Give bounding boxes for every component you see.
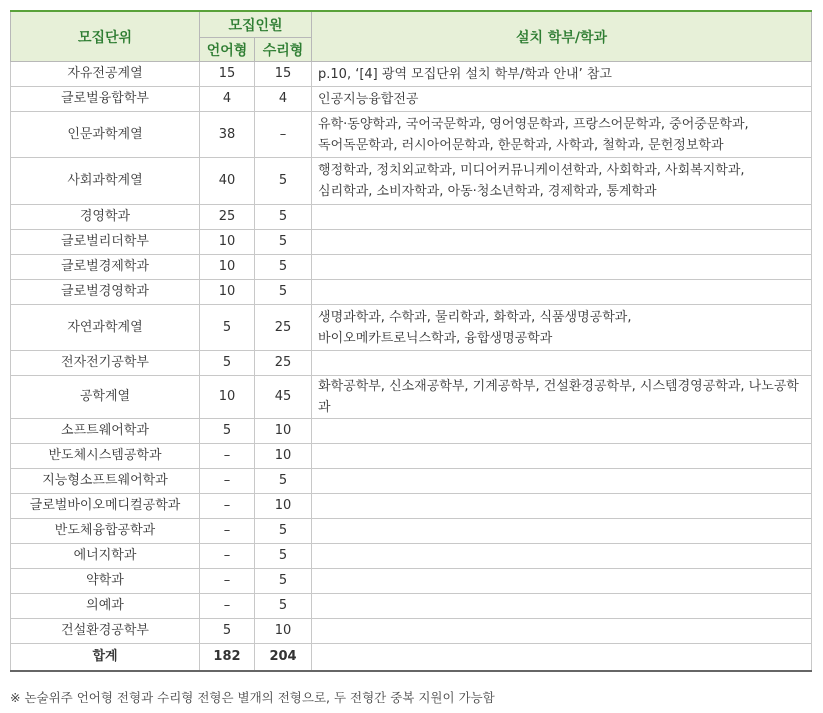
cell-math: 10 (255, 494, 312, 519)
table-body (11, 62, 812, 672)
cell-dept (312, 544, 812, 569)
cell-dept (312, 255, 812, 280)
cell-unit: 자유전공계열 (11, 62, 200, 87)
cell-unit: 반도체융합공학과 (11, 519, 200, 544)
cell-verbal: 4 (200, 87, 255, 112)
table-row (11, 255, 812, 280)
cell-math: 5 (255, 205, 312, 230)
total-math: 204 (255, 644, 312, 672)
cell-math: 5 (255, 569, 312, 594)
dept-line: 생명과학과, 수학과, 물리학과, 화학과, 식품생명공학과, (318, 309, 632, 325)
header-math: 수리형 (255, 38, 312, 62)
table-row (11, 419, 812, 444)
cell-verbal: – (200, 469, 255, 494)
table-row (11, 205, 812, 230)
cell-unit: 글로벌리더학부 (11, 230, 200, 255)
cell-unit: 공학계열 (11, 376, 200, 419)
total-dept-empty (312, 644, 812, 672)
cell-math: 5 (255, 255, 312, 280)
cell-math: 5 (255, 280, 312, 305)
cell-dept (312, 230, 812, 255)
table-row (11, 158, 812, 205)
cell-unit: 에너지학과 (11, 544, 200, 569)
cell-dept (312, 205, 812, 230)
cell-math: – (255, 112, 312, 158)
cell-dept (312, 519, 812, 544)
cell-unit: 반도체시스템공학과 (11, 444, 200, 469)
cell-dept (312, 305, 812, 351)
cell-dept (312, 87, 812, 112)
cell-unit: 글로벌바이오메디컬공학과 (11, 494, 200, 519)
table-row (11, 594, 812, 619)
cell-unit: 글로벌경제학과 (11, 255, 200, 280)
cell-dept (312, 619, 812, 644)
cell-dept (312, 280, 812, 305)
cell-unit: 의예과 (11, 594, 200, 619)
table-row (11, 351, 812, 376)
cell-dept (312, 351, 812, 376)
cell-unit: 글로벌융합학부 (11, 87, 200, 112)
cell-math: 10 (255, 619, 312, 644)
cell-unit: 전자전기공학부 (11, 351, 200, 376)
table-row (11, 376, 812, 419)
cell-verbal: 10 (200, 376, 255, 419)
admissions-table (10, 10, 812, 672)
cell-verbal: – (200, 494, 255, 519)
cell-unit: 약학과 (11, 569, 200, 594)
cell-verbal: – (200, 444, 255, 469)
dept-line: 유학·동양학과, 국어국문학과, 영어영문학과, 프랑스어문학과, 중어중문학과, (318, 116, 749, 132)
table-header (11, 11, 812, 62)
cell-math: 5 (255, 158, 312, 205)
cell-math: 5 (255, 469, 312, 494)
table-row (11, 494, 812, 519)
cell-verbal: 10 (200, 255, 255, 280)
cell-unit: 사회과학계열 (11, 158, 200, 205)
cell-verbal: 5 (200, 419, 255, 444)
cell-math: 25 (255, 305, 312, 351)
table-row (11, 444, 812, 469)
cell-unit: 건설환경공학부 (11, 619, 200, 644)
dept-line: 바이오메카트로닉스학과, 융합생명공학과 (318, 330, 553, 346)
table-row (11, 62, 812, 87)
table-row (11, 469, 812, 494)
footnote: ※ 논술위주 언어형 전형과 수리형 전형은 별개의 전형으로, 두 전형간 중복 지원이 가능함 (10, 690, 495, 705)
cell-verbal: 15 (200, 62, 255, 87)
dept-line: 독어독문학과, 러시아어문학과, 한문학과, 사학과, 철학과, 문헌정보학과 (318, 137, 724, 153)
cell-dept (312, 112, 812, 158)
cell-math: 15 (255, 62, 312, 87)
cell-dept (312, 569, 812, 594)
table-row (11, 619, 812, 644)
cell-math: 5 (255, 594, 312, 619)
cell-math: 10 (255, 419, 312, 444)
header-recruit: 모집인원 (200, 11, 312, 38)
admissions-table-wrapper (10, 10, 811, 672)
cell-verbal: 40 (200, 158, 255, 205)
cell-dept (312, 62, 812, 87)
cell-verbal: 5 (200, 305, 255, 351)
cell-verbal: 5 (200, 351, 255, 376)
dept-line: 행정학과, 정치외교학과, 미디어커뮤니케이션학과, 사회학과, 사회복지학과, (318, 163, 745, 178)
dept-line: p.10, ‘[4] 광역 모집단위 설치 학부/학과 안내’ 참고 (318, 66, 612, 82)
cell-math: 45 (255, 376, 312, 419)
cell-unit: 자연과학계열 (11, 305, 200, 351)
cell-math: 25 (255, 351, 312, 376)
cell-unit: 경영학과 (11, 205, 200, 230)
cell-dept (312, 419, 812, 444)
cell-verbal: – (200, 544, 255, 569)
cell-math: 5 (255, 230, 312, 255)
table-row (11, 305, 812, 351)
cell-verbal: 10 (200, 280, 255, 305)
dept-line: 인공지능융합전공 (318, 91, 419, 107)
cell-dept (312, 469, 812, 494)
cell-verbal: 38 (200, 112, 255, 158)
cell-dept (312, 494, 812, 519)
table-row (11, 112, 812, 158)
table-row (11, 230, 812, 255)
table-row (11, 280, 812, 305)
cell-math: 5 (255, 519, 312, 544)
cell-unit: 지능형소프트웨어학과 (11, 469, 200, 494)
header-unit: 모집단위 (11, 11, 200, 62)
header-dept: 설치 학부/학과 (312, 11, 812, 62)
table-row (11, 87, 812, 112)
cell-unit: 소프트웨어학과 (11, 419, 200, 444)
header-verbal: 언어형 (200, 38, 255, 62)
cell-unit: 인문과학계열 (11, 112, 200, 158)
cell-dept (312, 444, 812, 469)
cell-unit: 글로벌경영학과 (11, 280, 200, 305)
cell-verbal: 10 (200, 230, 255, 255)
cell-math: 4 (255, 87, 312, 112)
table-row (11, 519, 812, 544)
dept-line: 화학공학부, 신소재공학부, 기계공학부, 건설환경공학부, 시스템경영공학과, 나노공학과 (318, 379, 799, 415)
cell-dept (312, 594, 812, 619)
cell-math: 10 (255, 444, 312, 469)
cell-math: 5 (255, 544, 312, 569)
cell-verbal: 25 (200, 205, 255, 230)
cell-verbal: – (200, 569, 255, 594)
cell-verbal: 5 (200, 619, 255, 644)
cell-dept (312, 376, 812, 419)
dept-line: 심리학과, 소비자학과, 아동·청소년학과, 경제학과, 통계학과 (318, 184, 657, 199)
table-row (11, 569, 812, 594)
total-verbal: 182 (200, 644, 255, 672)
total-label: 합계 (11, 644, 200, 672)
cell-verbal: – (200, 594, 255, 619)
total-row (11, 644, 812, 672)
cell-verbal: – (200, 519, 255, 544)
table-row (11, 544, 812, 569)
cell-dept (312, 158, 812, 205)
